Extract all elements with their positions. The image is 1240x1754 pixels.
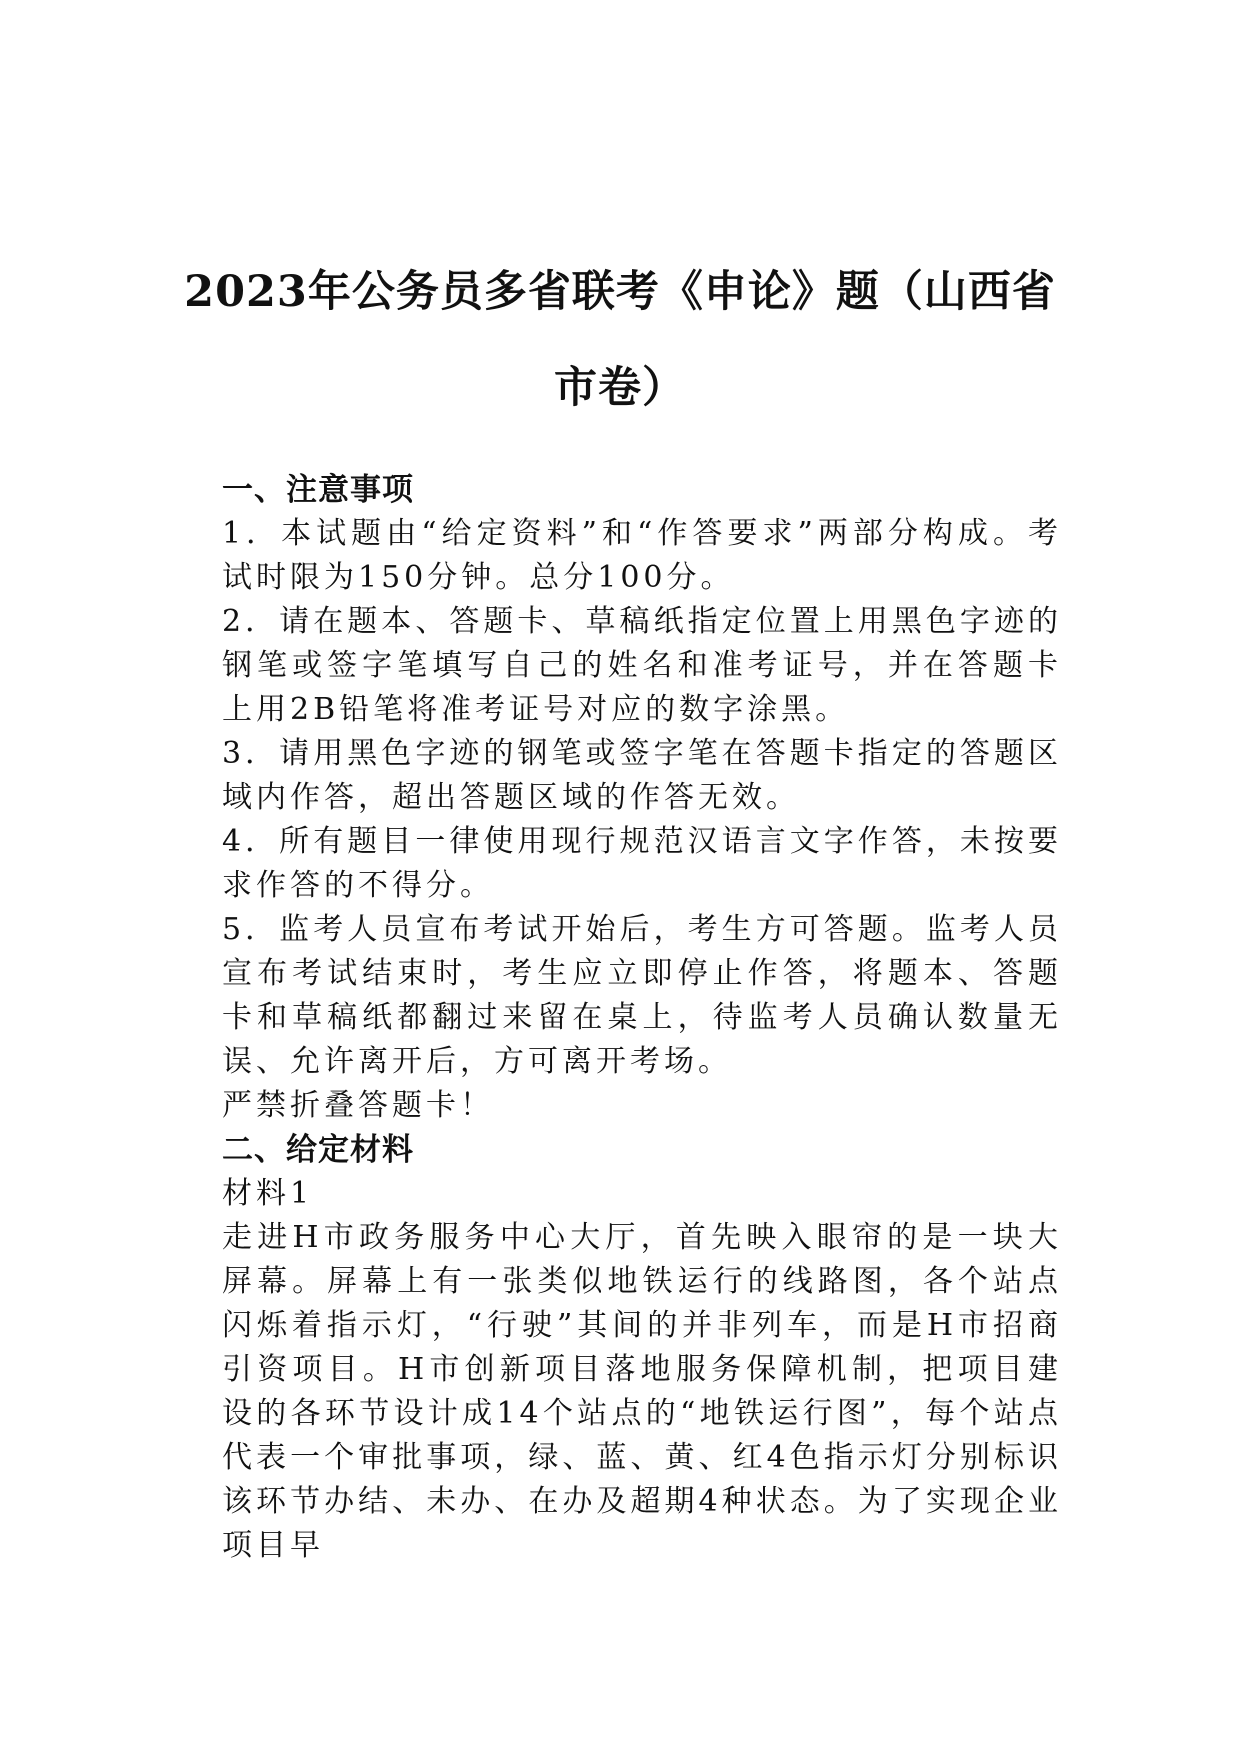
materials-heading: 二、给定材料 xyxy=(222,1132,414,1168)
notes-item-4: 4．所有题目一律使用现行规范汉语言文字作答，未按要求作答的不得分。 xyxy=(222,824,1062,903)
material-1-text: 走进H市政务服务中心大厅，首先映入眼帘的是一块大屏幕。屏幕上有一张类似地铁运行的线路图，各个站点闪烁着指示灯，“行驶”其间的并非列车，而是H市招商引资项目。H市创新项目落地服务保障机制，把项目建设的各环节设计成14个站点的“地铁运行图”，每个站点代表一个审批事项，绿、蓝、黄、红4色指示灯分别标识该环节办结、未办、在办及超期4种状态。为了实现企业项目早 xyxy=(222,1220,1062,1563)
notes-heading: 一、注意事项 xyxy=(222,472,414,508)
document-title-line-2: 市卷） xyxy=(554,363,686,413)
notes-warning: 严禁折叠答题卡！ xyxy=(222,1088,494,1123)
notes-item-3: 3．请用黑色字迹的钢笔或签字笔在答题卡指定的答题区域内作答，超出答题区域的作答无效。 xyxy=(222,736,1062,815)
document-title-line-1: 2023年公务员多省联考《申论》题（山西省 xyxy=(184,267,1056,317)
notes-item-2: 2．请在题本、答题卡、草稿纸指定位置上用黑色字迹的钢笔或签字笔填写自己的姓名和准考证号，并在答题卡上用2B铅笔将准考证号对应的数字涂黑。 xyxy=(222,604,1062,727)
notes-item-5: 5．监考人员宣布考试开始后，考生方可答题。监考人员宣布考试结束时，考生应立即停止作答，将题本、答题卡和草稿纸都翻过来留在桌上，待监考人员确认数量无误、允许离开后，方可离开考场。 xyxy=(222,912,1062,1079)
material-1-label: 材料1 xyxy=(222,1176,314,1211)
notes-item-1: 1．本试题由“给定资料”和“作答要求”两部分构成。考试时限为150分钟。总分100分。 xyxy=(222,516,1062,595)
document-body xyxy=(222,468,1062,1568)
